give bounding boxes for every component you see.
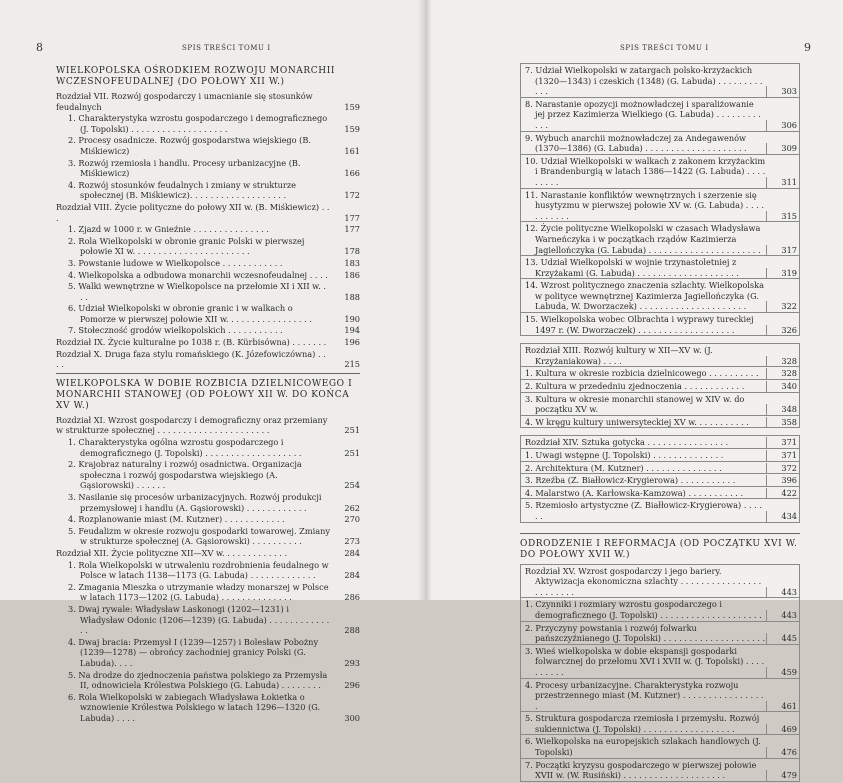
toc-entry-title: Rozdział XII. Życie polityczne XII—XV w. . . . . . . . . . . . . (56, 547, 288, 558)
toc-entry-title: 2. Krajobraz naturalny i rozwój osadnictwa. Organizacja społeczna i rozwój gospodarstwa wiejskiego (A. Gąsiorowski) . . . . . . (68, 459, 302, 491)
toc-entry (56, 135, 360, 156)
toc-entry-title: 3. Dwaj rywale: Władysław Laskonogi (1202—1231) i Władysław Odonic (1206—1239) (G. Labuda) . . . . . . . . . . . . . . (68, 603, 330, 636)
toc-entry-title: Rozdział XV. Wzrost gospodarczy i jego bariery. Aktywizacja ekonomiczna szlachty . . . . . . . . . . . . . . . . . . . . . . . . (525, 565, 762, 597)
toc-entry-page: 317 (766, 245, 799, 256)
toc-entry-title: 1. Charakterystyka wzrostu gospodarczego i demograficznego (J. Topolski) . . . . . . . . . . . . . . . . . . . (68, 113, 328, 134)
toc-entry-page: 270 (344, 514, 360, 525)
toc-entry (521, 680, 799, 713)
toc-entry-title: 4. Wielkopolska a odbudowa monarchii wczesnofeudalnej . . . . (68, 269, 328, 280)
section-title: WIELKOPOLSKA W DOBIE ROZBICIA DZIELNICOWEGO I MONARCHII STANOWEJ (OD POŁOWY XII W. DO KOŃCA XV W.) (56, 378, 353, 411)
page-number: 9 (804, 41, 811, 54)
toc-entry-page: 469 (766, 724, 799, 735)
toc-entry-page: 166 (344, 168, 360, 179)
section-rule (520, 533, 800, 534)
toc-entry-title: 6. Udział Wielkopolski w obronie granic i w walkach o Pomorze w pierwszej połowie XII w. . . . . . . . . . . . . . . . . (68, 303, 312, 324)
running-head: SPIS TREŚCI TOMU I (620, 44, 709, 52)
toc-table (520, 564, 800, 782)
toc-entry-page: 296 (344, 680, 360, 691)
toc-entry-title: 3. Rozwój rzemiosła i handlu. Procesy urbanizacyjne (B. Miśkiewicz) (68, 157, 301, 179)
toc-entry (521, 646, 799, 679)
toc-entry (56, 180, 360, 201)
toc-entry-page: 371 (766, 437, 799, 448)
section-title: ODRODZENIE I REFORMACJA (OD POCZĄTKU XVI W. DO POŁOWY XVII W.) (520, 538, 798, 560)
toc-entry-title: 2. Architektura (M. Kutzner) . . . . . . . . . . . . . . . (525, 462, 722, 473)
toc-entry-title: 6. Wielkopolska na europejskich szlakach handlowych (J. Topolski) (525, 736, 761, 758)
toc-entry-title: Rozdział XIII. Rozwój kultury w XII—XV w. (J. Krzyżaniakowa) . . . . (525, 345, 713, 366)
toc-entry-page: 186 (344, 269, 360, 280)
toc-entry (521, 257, 799, 279)
toc-entry-title: 7. Stołeczność grodów wielkopolskich . . . . . . . . . . . (68, 325, 283, 336)
toc-entry (521, 450, 799, 462)
toc-entry-page: 177 (344, 212, 360, 223)
toc-entry (521, 65, 799, 98)
toc-entry (521, 156, 799, 189)
toc-entry (521, 760, 799, 782)
toc-entry (56, 437, 360, 458)
toc-entry (56, 692, 360, 724)
section-rule (56, 373, 360, 374)
toc-entry (521, 345, 799, 367)
toc-entry-page: 372 (766, 463, 799, 474)
toc-entry-page: 161 (344, 145, 360, 156)
toc-entry-title: 3. Rzeźba (Z. Białłowicz-Krygierowa) . . . . . . . . . . . (525, 475, 736, 486)
toc-entry (521, 314, 799, 336)
toc-entry-page: 273 (344, 536, 360, 547)
right-page (424, 0, 843, 781)
toc-entry-title: 2. Procesy osadnicze. Rozwój gospodarstwa wiejskiego (B. Miśkiewicz) (68, 135, 311, 156)
toc-entry (521, 599, 799, 621)
toc-entry-title: 4. Rozplanowanie miast (M. Kutzner) . . . . . . . . . . . . (68, 514, 285, 525)
toc-entry-title: 5. Struktura gospodarcza rzemiosła i przemysłu. Rozwój sukiennictwa (J. Topolski) . . . . . . . . . . . . . . . . . . (525, 713, 760, 734)
toc-entry-title: 4. Malarstwo (A. Karłowska-Kamzowa) . . . . . . . . . . . (525, 487, 744, 498)
toc-entry-title: Rozdział VII. Rozwój gospodarczy i umacnianie się stosunków feudalnych (56, 91, 313, 112)
toc-entry-page: 445 (766, 633, 799, 644)
toc-entry (56, 202, 360, 223)
toc-entry-title: 1. Zjazd w 1000 r. w Gnieźnie . . . . . . . . . . . . . . . (68, 224, 269, 235)
toc-entry (521, 488, 799, 500)
toc-entry (56, 637, 360, 669)
toc-entry (521, 500, 799, 522)
toc-entry-title: 4. Procesy urbanizacyjne. Charakterystyka rozwoju przestrzennego miast (M. Kutzner) . . . . . . . . . . . . . . . . . (525, 679, 764, 711)
toc-table (520, 435, 800, 522)
toc-entry-title: 10. Udział Wielkopolski w walkach z zakonem krzyżackim i Brandenburgią w latach 1386—1422 (G. Labuda) . . . . . . . . . (525, 155, 766, 187)
toc-entry-page: 459 (766, 667, 799, 678)
toc-entry-title: 1. Charakterystyka ogólna wzrostu gospodarczego i demograficznego (J. Topolski) . . . . . . . . . . . . . . . . . . . (68, 437, 302, 458)
left-page (0, 0, 424, 723)
toc-entry-title: Rozdział VIII. Życie polityczne do połowy XII w. (B. Miśkiewicz) . . . (56, 201, 330, 223)
toc-entry-title: 11. Narastanie konfliktów wewnętrznych i szerzenie się husytyzmu w pierwszej połowie XV w. (G. Labuda) . . . . . . . . . . . (525, 189, 765, 221)
toc-entry-title: Rozdział XI. Wzrost gospodarczy i demograficzny oraz przemiany w strukturze społecznej . . . . . . . . . . . . . . . . . . . . . . (56, 414, 328, 436)
toc-entry-page: 215 (344, 359, 360, 370)
toc-entry-title: 3. Kultura w okresie monarchii stanowej w XIV w. do początku XV w. (525, 393, 745, 415)
toc-entry-page: 194 (344, 325, 360, 336)
toc-table (520, 343, 800, 428)
page-number: 8 (36, 41, 43, 54)
toc-entry-page: 172 (344, 190, 360, 201)
toc-entry-page: 254 (344, 480, 360, 491)
toc-entry-page: 159 (344, 101, 360, 112)
toc-entry (56, 337, 360, 348)
toc-entry-title: 5. Feudalizm w okresie rozwoju gospodarki towarowej. Zmiany w strukturze społecznej (A. Gąsiorowski) . . . . . . . . . . (68, 525, 331, 547)
toc-entry (521, 623, 799, 645)
toc-entry (521, 713, 799, 735)
toc-entry-title: 14. Wzrost politycznego znaczenia szlachty. Wielkopolska w polityce wewnętrznej Kazimierza Jagiellończyka (G. Labuda, W. Dworzaczek) . . . . . . . . . . . . . . . . . . . . . (525, 280, 764, 312)
toc-entry-title: 1. Kultura w okresie rozbicia dzielnicowego . . . . . . . . . . (525, 368, 759, 379)
toc-entry-title: Rozdział X. Druga faza stylu romańskiego (K. Józefowiczówna) . . . . (56, 348, 326, 370)
toc-entry-page: 371 (766, 450, 799, 461)
toc-entry (56, 548, 360, 559)
spacer (520, 524, 800, 530)
toc-entry-page: 315 (766, 211, 799, 222)
toc-entry-title: 2. Rola Wielkopolski w obronie granic Polski w pierwszej połowie XI w. . . . . . . . . . . . . . . . . . . . . . . (68, 235, 305, 257)
toc-entry-title: Rozdział XIV. Sztuka gotycka . . . . . . . . . . . . . . . . (525, 437, 729, 448)
toc-entry (521, 190, 799, 223)
toc-entry (521, 736, 799, 758)
toc-entry-page: 288 (344, 625, 360, 636)
toc-entry-page: 311 (766, 177, 799, 188)
toc-entry (521, 417, 799, 429)
toc-content (56, 62, 360, 724)
toc-entry-page: 306 (766, 120, 799, 131)
toc-content (520, 63, 800, 783)
toc-entry (521, 368, 799, 380)
toc-entry (56, 514, 360, 525)
toc-entry-title: 6. Rola Wielkopolski w zabiegach Władysława Łokietka o wznowienie Królestwa Polskiego w latach 1296—1320 (G. Labuda) . . . . (68, 691, 321, 723)
toc-entry-page: 188 (344, 291, 360, 302)
toc-entry-page: 358 (766, 417, 799, 428)
toc-entry-title: 8. Narastanie opozycji możnowładczej i sparaliżowanie jej przez Kazimierza Wielkiego (G. Labuda) . . . . . . . . . . . . (525, 98, 761, 130)
toc-entry-page: 322 (766, 301, 799, 312)
toc-entry-page: 461 (766, 701, 799, 712)
toc-entry (56, 270, 360, 281)
toc-entry (521, 566, 799, 599)
toc-entry (56, 670, 360, 691)
toc-entry-title: 4. W kręgu kultury uniwersyteckiej XV w. . . . . . . . . . . (525, 416, 749, 427)
toc-entry-title: 3. Nasilanie się procesów urbanizacyjnych. Rozwój produkcji przemysłowej i handlu (A. Gąsiorowski) . . . . . . . . . . . . (68, 492, 322, 513)
section-title: WIELKOPOLSKA OŚRODKIEM ROZWOJU MONARCHII WCZESNOFEUDALNEJ (DO POŁOWY XII W.) (56, 66, 336, 87)
toc-entry-title: 7. Udział Wielkopolski w zatargach polsko-krzyżackich (1320—1343) i czeskich (1348) (G. Labuda) . . . . . . . . . . . . (525, 65, 763, 97)
toc-entry-page: 396 (766, 475, 799, 486)
toc-entry (56, 526, 360, 547)
toc-entry-title: 2. Kultura w przededniu zjednoczenia . . . . . . . . . . . . (525, 381, 745, 392)
book-gutter (418, 0, 432, 600)
toc-entry-title: 7. Początki kryzysu gospodarczego w pierwszej połowie XVII w. (W. Rusiński) . . . . . . . . . . . . . . . . . . . . (525, 759, 757, 781)
toc-entry-title: 1. Uwagi wstępne (J. Topolski) . . . . . . . . . . . . . . (525, 450, 724, 460)
toc-entry-title: 5. Na drodze do zjednoczenia państwa polskiego za Przemysła II, odnowiciela Królestwa Polskiego (G. Labuda) . . . . . . . . (68, 669, 328, 691)
toc-entry-page: 284 (344, 547, 360, 558)
toc-entry-page: 293 (344, 657, 360, 668)
toc-entry-page: 284 (344, 570, 360, 581)
toc-entry-page: 177 (344, 224, 360, 235)
toc-entry-page: 326 (766, 325, 799, 336)
toc-entry (56, 158, 360, 179)
toc-entry-title: 9. Wybuch anarchii możnowładczej za Andegawenów (1370—1386) (G. Labuda) . . . . . . . . . . . . . . . . . . . . (525, 132, 747, 154)
toc-entry (521, 280, 799, 313)
toc-entry (56, 91, 360, 112)
toc-entry-title: 4. Dwaj bracia: Przemysł I (1239—1257) i Bolesław Pobożny (1239—1278) — obrońcy zachodniej granicy Polski (G. Labuda). . . . (68, 636, 319, 668)
toc-entry-title: 5. Rzemiosło artystyczne (Z. Białłowicz-Krygierowa) . . . . . . (525, 500, 762, 521)
toc-entry (56, 281, 360, 302)
toc-entry-page: 196 (344, 337, 360, 348)
toc-entry-title: 2. Zmagania Mieszka o utrzymanie władzy monarszej w Polsce w latach 1173—1202 (G. Labuda) . . . . . . . . . . . . . . (68, 581, 329, 603)
toc-entry (56, 349, 360, 370)
toc-entry (521, 394, 799, 416)
toc-entry-title: 3. Powstanie ludowe w Wielkopolsce . . . . . . . . . . . . (68, 257, 283, 268)
toc-entry (521, 381, 799, 393)
toc-entry-page: 340 (766, 381, 799, 392)
toc-entry-page: 434 (766, 511, 799, 522)
toc-entry-page: 251 (344, 425, 360, 436)
toc-entry-page: 178 (344, 246, 360, 257)
toc-entry (521, 223, 799, 256)
toc-entry (521, 475, 799, 487)
toc-entry (521, 99, 799, 132)
toc-entry-page: 443 (766, 610, 799, 621)
toc-entry-title: 4. Rozwój stosunków feudalnych i zmiany w strukturze społecznej (B. Miśkiewicz). . . . . . . . . . . . . . . . . . . (68, 179, 297, 201)
toc-entry (56, 224, 360, 235)
toc-entry-page: 159 (344, 123, 360, 134)
toc-entry-title: 3. Wieś wielkopolska w dobie ekspansji gospodarki folwarcznej do przełomu XVI i XVII w. (J. Topolski) . . . . . . . . . . (525, 645, 765, 677)
toc-entry-page: 183 (344, 257, 360, 268)
toc-entry-page: 251 (344, 447, 360, 458)
toc-entry (521, 463, 799, 475)
toc-entry (56, 415, 360, 436)
toc-entry (56, 325, 360, 336)
toc-entry-title: Rozdział IX. Życie kulturalne po 1038 r. (B. Kürbisówna) . . . . . . . (56, 337, 327, 348)
toc-entry (56, 582, 360, 603)
toc-entry-title: 12. Życie polityczne Wielkopolski w czasach Władysława Warneńczyka i w początkach rządów Kazimierza Jagiellończyka (G. Labuda) . . . . . . . . . . . . . . . . . . . . . . (525, 223, 761, 255)
toc-entry (521, 133, 799, 155)
toc-entry-title: 5. Walki wewnętrzne w Wielkopolsce na przełomie XI i XII w. . . . (68, 281, 327, 302)
toc-table (520, 63, 800, 336)
toc-entry (56, 113, 360, 134)
toc-entry-page: 303 (766, 86, 799, 97)
toc-entry-page: 479 (766, 770, 799, 781)
toc-entry-page: 262 (344, 502, 360, 513)
toc-entry-page: 348 (766, 404, 799, 415)
toc-entry-page: 476 (766, 747, 799, 758)
toc-entry (56, 236, 360, 257)
running-head: SPIS TREŚCI TOMU I (182, 44, 271, 52)
toc-entry-page: 319 (766, 268, 799, 279)
toc-entry (56, 258, 360, 269)
toc-entry-page: 328 (766, 368, 799, 379)
toc-entry-page: 443 (766, 587, 799, 598)
toc-entry (56, 560, 360, 581)
toc-entry-page: 422 (766, 488, 799, 499)
toc-entry-page: 328 (766, 356, 799, 367)
toc-entry (56, 303, 360, 324)
toc-entry-page: 286 (344, 592, 360, 603)
toc-entry-page: 190 (344, 313, 360, 324)
toc-entry (56, 459, 360, 491)
toc-entry-title: 2. Przyczyny powstania i rozwój folwarku pańszczyźnianego (J. Topolski) . . . . . . . . . . . . . . . . . . . . (525, 622, 766, 644)
toc-entry (56, 492, 360, 513)
toc-entry-title: 1. Rola Wielkopolski w utrwaleniu rozdrobnienia feudalnego w Polsce w latach 1138—1173 (G. Labuda) . . . . . . . . . . . . . (68, 559, 329, 581)
toc-entry-title: 13. Udział Wielkopolski w wojnie trzynastoletniej z Krzyżakami (G. Labuda) . . . . . . . . . . . . . . . . . . . . (525, 257, 739, 278)
toc-entry-page: 309 (766, 143, 799, 154)
toc-entry-title: 1. Czynniki i rozmiary wzrostu gospodarczego i demograficznego (J. Topolski) . . . . . . . . . . . . . . . . . . . . (525, 599, 762, 620)
toc-entry (56, 604, 360, 636)
toc-entry-page: 300 (344, 712, 360, 723)
toc-entry-title: 15. Wielkopolska wobec Olbrachta i wyprawy tureckiej 1497 r. (W. Dworzaczek) . . . . . . . . . . . . . . . . . . . (525, 314, 754, 335)
toc-entry (521, 437, 799, 449)
